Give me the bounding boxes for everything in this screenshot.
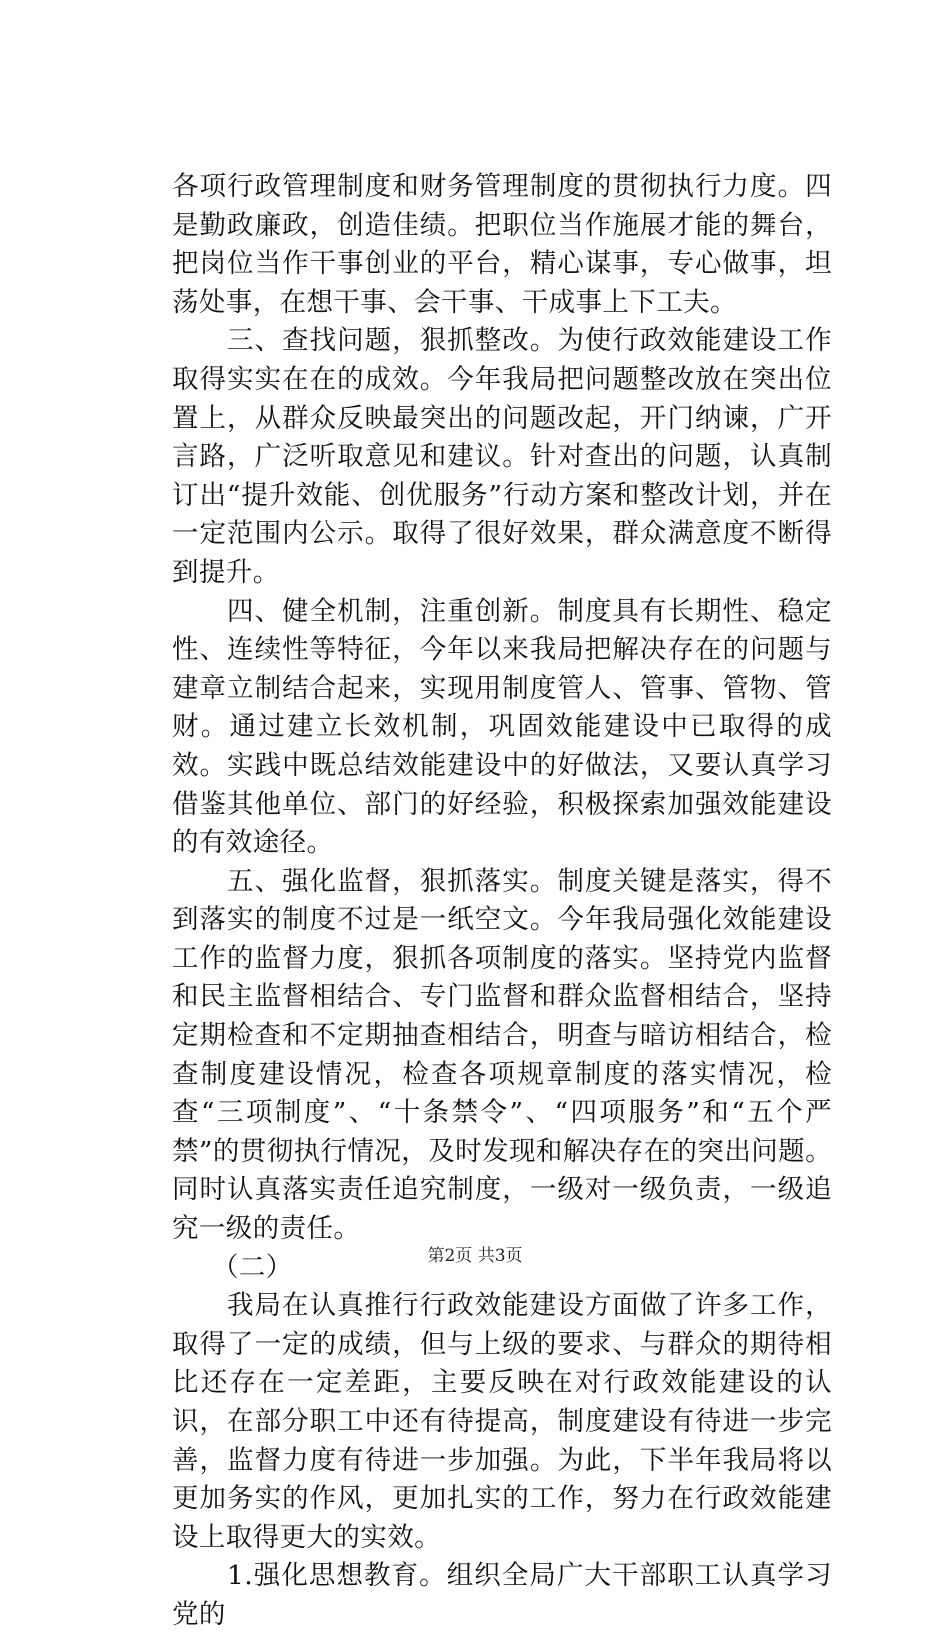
paragraph-continuation: 各项行政管理制度和财务管理制度的贯彻执行力度。四是勤政廉政，创造佳绩。把职位当作施展才能的舞台，把岗位当作干事创业的平台，精心谋事，专心做事，坦荡处事，在想干事、会干事、干成事上下工夫。: [172, 171, 832, 318]
paragraph-section-four: 四、健全机制，注重创新。制度具有长期性、稳定性、连续性等特征，今年以来我局把解决存在的问题与建章立制结合起来，实现用制度管人、管事、管物、管财。通过建立长效机制，巩固效能建设中已取得的成效。实践中既总结效能建设中的好做法，又要认真学习借鉴其他单位、部门的好经验，积极探索加强效能建设的有效途径。: [172, 595, 832, 859]
paragraph-item-one: 1.强化思想教育。组织全局广大干部职工认真学习党的: [172, 1560, 832, 1630]
section-heading-two: （二）: [212, 1251, 293, 1283]
page-footer: 第2页 共3页: [427, 1246, 523, 1266]
document-body: [172, 168, 832, 1635]
paragraph-summary: 我局在认真推行行政效能建设方面做了许多工作，取得了一定的成绩，但与上级的要求、与群众的期待相比还存在一定差距，主要反映在对行政效能建设的认识，在部分职工中还有待提高，制度建设有待进一步完善，监督力度有待进一步加强。为此，下半年我局将以更加务实的作风，更加扎实的工作，努力在行政效能建设上取得更大的实效。: [172, 1290, 832, 1553]
paragraph-section-five: 五、强化监督，狠抓落实。制度关键是落实，得不到落实的制度不过是一纸空文。今年我局强化效能建设工作的监督力度，狠抓各项制度的落实。坚持党内监督和民主监督相结合、专门监督和群众监督相结合，坚持定期检查和不定期抽查相结合，明查与暗访相结合，检查制度建设情况，检查各项规章制度的落实情况，检查“三项制度”、“十条禁令”、“四项服务”和“五个严禁”的贯彻执行情况，及时发现和解决存在的突出问题。同时认真落实责任追究制度，一级对一级负责，一级追究一级的责任。: [172, 865, 832, 1245]
paragraph-section-three: 三、查找问题，狠抓整改。为使行政效能建设工作取得实实在在的成效。今年我局把问题整改放在突出位置上，从群众反映最突出的问题改起，开门纳谏，广开言路，广泛听取意见和建议。针对查出的问题，认真制订出“提升效能、创优服务”行动方案和整改计划，并在一定范围内公示。取得了很好效果，群众满意度不断得到提升。: [172, 325, 832, 588]
